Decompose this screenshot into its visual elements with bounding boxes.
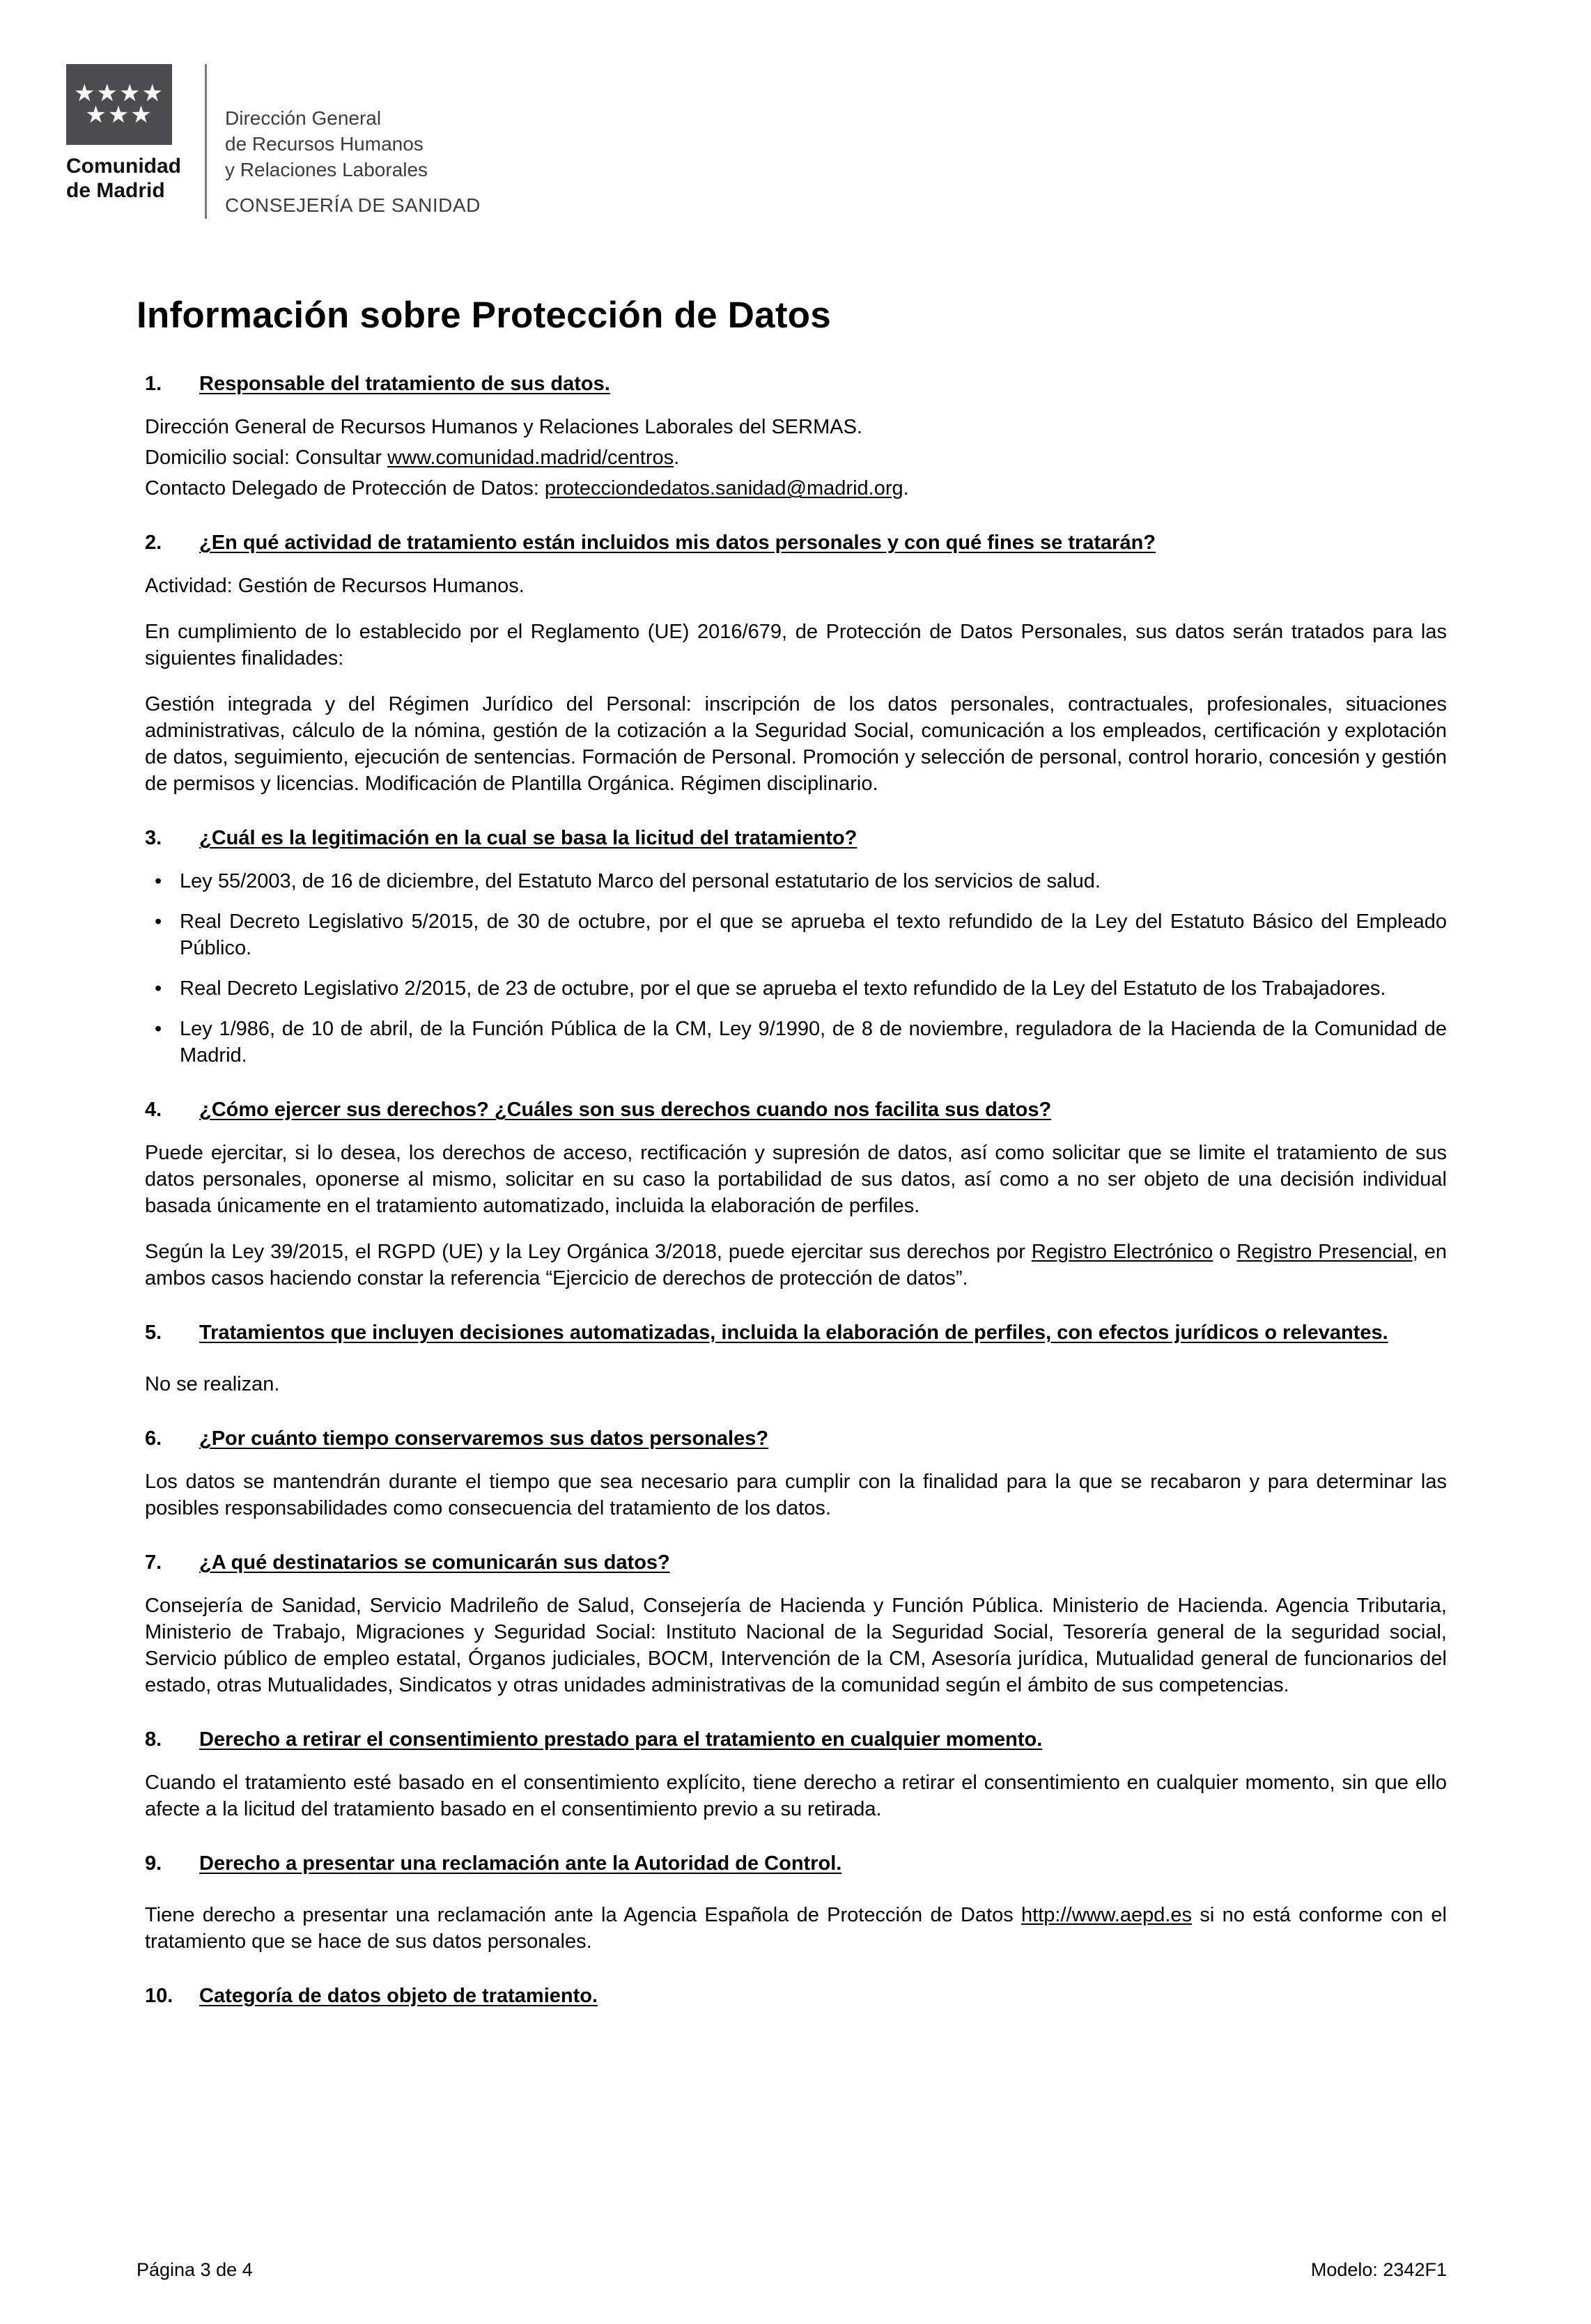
bullet-text: Real Decreto Legislativo 2/2015, de 23 de octubre, por el que se aprueba el texto refundido de la Ley del Estatuto de los Trabajadores.	[180, 977, 1386, 1000]
section-1	[145, 371, 1447, 502]
bullet-icon: •	[155, 870, 162, 893]
section-heading-text: Tratamientos que incluyen decisiones automatizadas, incluida la elaboración de perfiles, con efectos jurídicos o relevantes.	[199, 1321, 1388, 1344]
section-heading-text: ¿Cómo ejercer sus derechos? ¿Cuáles son sus derechos cuando nos facilita sus datos?	[199, 1098, 1052, 1121]
section-5-heading	[145, 1320, 1447, 1347]
text-run: si no está conforme con el tratamiento que se hace de sus datos personales.	[145, 1903, 1447, 1953]
bullet-item	[155, 976, 1447, 1002]
bullet-text: Real Decreto Legislativo 5/2015, de 30 de octubre, por el que se aprueba el texto refundido de la Ley del Estatuto Básico del Empleado Público.	[180, 911, 1447, 959]
department-line: de Recursos Humanos	[225, 132, 424, 155]
page-number: Página 3 de 4	[137, 2259, 253, 2280]
model-number: Modelo: 2342F1	[1310, 2259, 1447, 2280]
section-heading-text: Categoría de datos objeto de tratamiento.	[199, 1984, 598, 2007]
paragraph: Los datos se mantendrán durante el tiempo que sea necesario para cumplir con la finalidad para la que se recabaron y para determinar las posibles responsabilidades como consecuencia del tratamiento de los datos.	[145, 1470, 1447, 1519]
department-line: y Relaciones Laborales	[225, 158, 428, 180]
text-run: Contacto Delegado de Protección de Datos:	[145, 477, 545, 500]
link-comunidad-madrid-centros[interactable]: www.comunidad.madrid/centros	[387, 447, 674, 470]
text-run: Tiene derecho a presentar una reclamación ante la Agencia Española de Protección de Datos	[145, 1903, 1022, 1926]
section-heading-text: Derecho a retirar el consentimiento prestado para el tratamiento en cualquier momento.	[199, 1728, 1043, 1751]
text-run: Domicilio social: Consultar	[145, 447, 388, 470]
section-number: 1.	[145, 373, 162, 396]
document-footer	[137, 2259, 1447, 2281]
section-heading-text: Derecho a presentar una reclamación ante la Autoridad de Control.	[199, 1852, 842, 1875]
paragraph	[145, 1903, 1447, 1955]
paragraph: Dirección General de Recursos Humanos y Relaciones Laborales del SERMAS.	[145, 416, 862, 439]
section-number: 7.	[145, 1551, 162, 1574]
section-5	[145, 1320, 1447, 1398]
document-body	[137, 291, 1447, 2010]
section-6	[145, 1426, 1447, 1522]
paragraph: Consejería de Sanidad, Servicio Madrileño de Salud, Consejería de Hacienda y Función Pública. Ministerio de Hacienda. Agencia Tributaria, Ministerio de Trabajo, Migraciones y Seguridad Social: Instituto Nacional de la Seguridad Social, Tesorería general de la seguridad social, Servicio público de empleo estatal, Órganos judiciales, BOCM, Intervención de la CM, Asesoría jurídica, Mutualidad general de funcionarios del estado, otras Mutualidades, Sindicatos y otras unidades administrativas de la comunidad según el ámbito de sus competencias.	[145, 1594, 1447, 1696]
section-number: 4.	[145, 1098, 162, 1121]
section-heading-text: ¿En qué actividad de tratamiento están incluidos mis datos personales y con qué fines se tratarán?	[199, 532, 1156, 555]
stars-row-bottom: ★★★	[85, 101, 153, 129]
link-registro-presencial[interactable]: Registro Presencial	[1236, 1240, 1413, 1263]
section-9	[145, 1851, 1447, 1955]
bullet-icon: •	[155, 977, 162, 1000]
section-2-heading	[145, 530, 1447, 557]
department-block	[225, 64, 481, 219]
section-10-heading	[145, 1983, 1447, 2010]
stars-row-top: ★★★★	[74, 79, 164, 107]
bullet-item	[155, 1016, 1447, 1069]
paragraph: Actividad: Gestión de Recursos Humanos.	[145, 575, 525, 598]
bullet-text: Ley 1/986, de 10 de abril, de la Función Pública de la CM, Ley 9/1990, de 8 de noviembre, reguladora de la Hacienda de la Comunidad de Madrid.	[180, 1017, 1447, 1067]
paragraph	[145, 476, 1447, 502]
bullet-item	[155, 869, 1447, 895]
bullet-text: Ley 55/2003, de 16 de diciembre, del Estatuto Marco del personal estatutario de los servicios de salud.	[180, 870, 1101, 893]
section-heading-text: Responsable del tratamiento de sus datos.	[199, 373, 610, 396]
section-number: 2.	[145, 532, 162, 555]
logo-brand-text	[66, 155, 181, 203]
section-number: 6.	[145, 1427, 162, 1450]
section-number: 8.	[145, 1728, 162, 1751]
page-title: Información sobre Protección de Datos	[137, 294, 831, 336]
document-header	[66, 64, 1591, 219]
section-4	[145, 1097, 1447, 1292]
section-9-heading	[145, 1851, 1447, 1877]
section-8-heading	[145, 1727, 1447, 1753]
department-line: Dirección General	[225, 107, 382, 129]
text-run: .	[903, 477, 909, 500]
section-heading-text: ¿Por cuánto tiempo conservaremos sus datos personales?	[199, 1427, 769, 1450]
brand-line-1: Comunidad	[66, 155, 181, 178]
section-8	[145, 1727, 1447, 1823]
bullet-icon: •	[155, 1017, 162, 1040]
bullet-item	[155, 909, 1447, 962]
consejeria-line: CONSEJERÍA DE SANIDAD	[225, 194, 481, 216]
text-run: Según la Ley 39/2015, el RGPD (UE) y la Ley Orgánica 3/2018, puede ejercitar sus derechos por	[145, 1240, 1032, 1263]
section-10	[145, 1983, 1447, 2010]
section-number: 10.	[145, 1984, 173, 2007]
section-6-heading	[145, 1426, 1447, 1452]
paragraph	[145, 445, 1447, 472]
link-aepd[interactable]: http://www.aepd.es	[1021, 1903, 1193, 1926]
section-number: 5.	[145, 1321, 162, 1344]
paragraph: Puede ejercitar, si lo desea, los derechos de acceso, rectificación y supresión de datos, así como solicitar que se limite el tratamiento de sus datos personales, oponerse al mismo, solicitar en su caso la portabilidad de sus datos, así como a no ser objeto de una decisión individual basada únicamente en el tratamiento automatizado, incluida la elaboración de perfiles.	[145, 1141, 1447, 1217]
brand-line-2: de Madrid	[66, 178, 165, 202]
section-3	[145, 826, 1447, 1069]
paragraph: En cumplimiento de lo establecido por el Reglamento (UE) 2016/679, de Protección de Datos Personales, sus datos serán tratados para las siguientes finalidades:	[145, 621, 1447, 670]
paragraph: Gestión integrada y del Régimen Jurídico del Personal: inscripción de los datos personales, contractuales, profesionales, situaciones administrativas, cálculo de la nómina, gestión de la cotización a la Seguridad Social, comunicación a los empleados, certificación y explotación de datos, seguimiento, ejecución de sentencias. Formación de Personal. Promoción y selección de personal, control horario, concesión y gestión de permisos y licencias. Modificación de Plantilla Orgánica. Régimen disciplinario.	[145, 693, 1447, 796]
comunidad-madrid-logo	[66, 64, 181, 219]
bullet-icon: •	[155, 911, 162, 934]
madrid-seven-stars-icon	[66, 64, 172, 145]
link-dpo-email[interactable]: protecciondedatos.sanidad@madrid.org	[544, 477, 903, 500]
link-registro-electronico[interactable]: Registro Electrónico	[1031, 1240, 1213, 1263]
section-number: 9.	[145, 1852, 162, 1875]
paragraph: Cuando el tratamiento esté basado en el consentimiento explícito, tiene derecho a retirar el consentimiento en cualquier momento, sin que ello afecte a la licitud del tratamiento basado en el consentimiento previo a su retirada.	[145, 1771, 1447, 1820]
section-heading-text: ¿Cuál es la legitimación en la cual se basa la licitud del tratamiento?	[199, 827, 857, 850]
section-number: 3.	[145, 827, 162, 850]
section-heading-text: ¿A qué destinatarios se comunicarán sus datos?	[199, 1551, 670, 1574]
text-run: o	[1213, 1240, 1237, 1263]
section-7	[145, 1550, 1447, 1699]
paragraph	[145, 1239, 1447, 1292]
section-3-heading	[145, 826, 1447, 852]
text-run: .	[674, 447, 680, 470]
text-run: , en ambos casos haciendo constar la referencia “Ejercicio de derechos de protección de datos”.	[145, 1240, 1448, 1289]
section-2	[145, 530, 1447, 798]
paragraph: No se realizan.	[145, 1372, 280, 1395]
section-4-heading	[145, 1097, 1447, 1124]
header-divider	[205, 64, 207, 219]
section-1-heading	[145, 371, 1447, 398]
section-7-heading	[145, 1550, 1447, 1577]
